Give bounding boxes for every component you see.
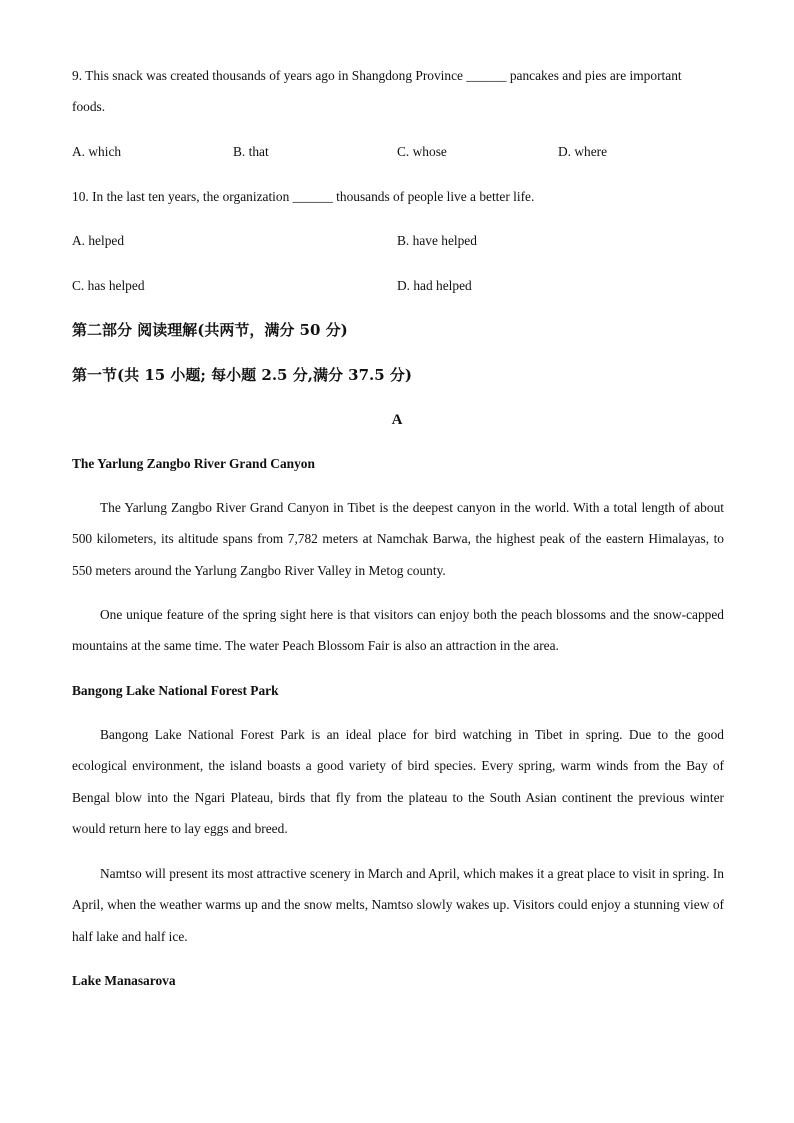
document-page [72,0,724,1123]
section-title-yarlung: The Yarlung Zangbo River Grand Canyon [72,456,315,471]
question-9-option-a: A. which [72,144,122,159]
question-9-option-d: D. where [558,144,608,159]
part-two-heading: 第二部分 阅读理解(共两节，满分 50 分) [72,321,348,339]
question-10-stem: 10. In the last ten years, the organization ______ thousands of people live a better life. [72,189,535,204]
passage-letter: A [391,412,403,428]
question-10-option-a: A. helped [72,233,125,248]
section-title-manasarova: Lake Manasarova [72,973,176,988]
paragraph-yarlung-1: The Yarlung Zangbo River Grand Canyon in Tibet is the deepest canyon in the world. With a total length of about 500 kilometers, its altitude spans from 7,782 meters at Namchak Barwa, the highest peak of the eastern Himalayas, to 550 meters around the Yarlung Zangbo River Valley in Metog county. [72,500,724,578]
question-9-option-c: C. whose [397,144,447,159]
paragraph-namtso: Namtso will present its most attractive scenery in March and April, which makes it a great place to visit in spring. In April, when the weather warms up and the snow melts, Namtso slowly wakes up. Visitors could enjoy a stunning view of half lake and half ice. [72,866,724,944]
question-9-option-b: B. that [233,144,269,159]
question-9-stem-line-1: 9. This snack was created thousands of years ago in Shangdong Province ______ pancakes and pies are important [72,68,682,83]
section-one-heading: 第一节(共 15 小题; 每小题 2.5 分,满分 37.5 分) [72,366,413,384]
question-10-option-c: C. has helped [72,278,145,293]
section-title-bangong: Bangong Lake National Forest Park [72,683,279,698]
paragraph-yarlung-2: One unique feature of the spring sight here is that visitors can enjoy both the peach blossoms and the snow-capped mountains at the same time. The water Peach Blossom Fair is also an attraction in the area. [72,607,724,654]
question-10-option-d: D. had helped [397,278,472,293]
question-9-stem-line-2: foods. [72,99,106,114]
question-10-option-b: B. have helped [397,233,477,248]
paragraph-bangong-1: Bangong Lake National Forest Park is an ideal place for bird watching in Tibet in spring. Due to the good ecological environment, the island boasts a good variety of bird species. Every spring, warm winds from the Bay of Bengal blow into the Ngari Plateau, birds that fly from the plateau to the South Asian continent the previous winter would return here to lay eggs and breed. [72,727,724,836]
